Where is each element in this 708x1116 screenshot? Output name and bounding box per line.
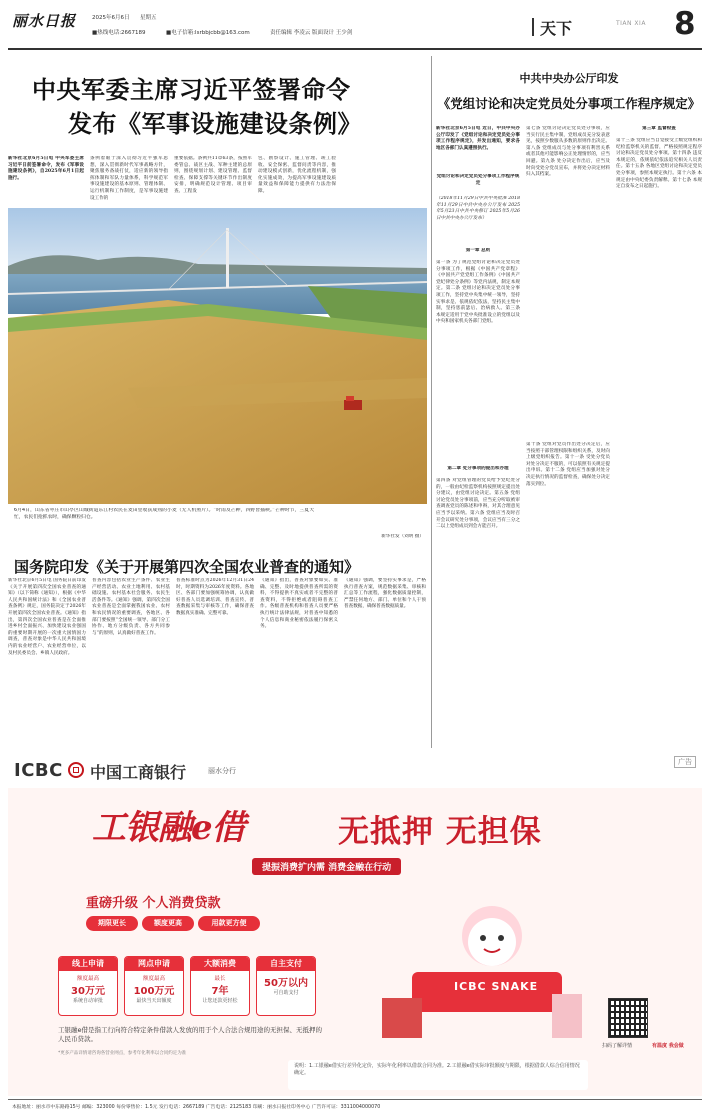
ad-feature-card: [256, 956, 316, 1016]
ad-pill: 用款更方便: [198, 916, 260, 931]
article-col1: 新华社北京6月5日电 国务院日前印发《关于开展第四次全国农业普查的通知》（以下简称《通知》），根据《中华人民共和国统计法》和《全国农业普查条例》规定，国务院决定于2026年开展第四次全国农业普查。《通知》指出，第四次全国农业普查是在全面推进乡村全面振兴、加快建设农业强国的重要时期开展的一次重大国情国力调查，普查对象是中华人民共和国境内的农业经营户、农业经营单位，以及村民委员会、乡镇人民政府。: [8, 578, 86, 656]
feature-sub: 最长: [214, 976, 226, 982]
page-number: 8: [674, 6, 696, 42]
feature-value: 100万元: [133, 986, 175, 997]
snake-label: ICBC SNAKE: [454, 980, 539, 993]
wheat-harvest-photo: [8, 208, 427, 504]
headline: 《党组讨论和决定党员处分事项工作程序规定》: [437, 96, 701, 111]
ad-feature-card: [124, 956, 184, 1016]
icbc-brand-en: ICBC: [14, 760, 63, 781]
chapter2-heading: 第二章 处分事项的提出和办理: [447, 466, 509, 471]
email: ■电子信箱:lsrbbjcbb@163.com: [166, 30, 250, 36]
masthead: [8, 6, 702, 44]
article-col3: 第七条 党组讨论决定党员处分事项，应当实行民主集中制，党组成员充分发表意见，按照少数服从多数的原则作出决定。第八条 党组成员与处分事项有利害关系或者其他可能影响公正处理情形的，应当回避。第九条 处分决定作出后，应当及时向受处分党员宣布，并将处分决定材料归入其档案。: [526, 126, 610, 178]
photo-figure: [8, 208, 427, 548]
ad-feature-row: [58, 956, 318, 1018]
feature-note: 系统自动审批: [72, 998, 103, 1004]
photo-caption: 6月4日，山东省枣庄市山亭区山城街道东江村农民在麦田里收获成熟的小麦（无人机照片）。“时雨及芒种，四野皆插秧。”芒种时节，三夏大忙，农民们抢抓农时，确保颗粒归仓。: [14, 508, 314, 520]
article-agriculture-census: [8, 552, 428, 748]
article-col4: 《通知》指出，普查对象要如实、准确、完整、及时地提供普查所需的资料，不得提供不真实或者不完整的普查资料，不得拒绝或者阻碍普查工作。各级普查机构和普查人员要严格执行统计法律法规，对普查中知悉的个人信息和商业秘密依法履行保密义务。: [260, 578, 338, 630]
ad-feature-card: [58, 956, 118, 1016]
article-col3: 普查标准时点为2026年12月31日24时，时期资料为2026年度资料。各地区、各部门要加强统筹协调，认真做好普查人员选调培训、普查宣传、普查数据采集与审核等工作，确保普查数据真实准确、完整可靠。: [176, 578, 254, 616]
footer-info: 本报地址：丽水市中东路路15号 邮编：323000 每份零售价：1.5元 发行电话：2667189 广告电话：2125183 印刷：丽水日报社印务中心 广告许可证：3311004000070: [12, 1105, 381, 1110]
article-party-discipline: [436, 56, 702, 748]
icbc-advertisement: [8, 752, 702, 1096]
doc-title: 党组讨论和决定党员处分事项工作程序规定: [436, 174, 520, 186]
feature-note: 让您还款更轻松: [202, 998, 238, 1004]
ad-slogan: 无抵押 无担保: [338, 814, 542, 850]
ad-feature-card: [190, 956, 250, 1016]
kicker: 中共中央办公厅印发: [519, 72, 619, 85]
chapter3-heading: 第三章 监督检查: [642, 126, 676, 131]
snake-mascot-illustration: [372, 902, 592, 1052]
ad-description: 工银融e借是指工行向符合特定条件借款人发放的用于个人合法合规用途的无担保、无抵押的人民币贷款。: [58, 1026, 322, 1043]
feature-note: 可自助支付: [273, 990, 299, 996]
article-military-regulation: [8, 56, 428, 204]
headline-line1: 中央军委主席习近平签署命令: [32, 75, 351, 104]
section-title: 天下: [540, 19, 573, 38]
article-col5: 第十三条 党组应当自觉接受上级党组织和纪检监察机关的监督，严格按照规定程序讨论和决定党员处分事项。第十四条 违反本规定的，依规依纪依法追究相关人员责任。第十五条 各地区党组讨论和决定党员处分事项，参照本规定执行。第十六条 本规定由中央纪委负责解释。第十七条 本规定自发布之日起施行。: [616, 138, 702, 190]
ad-heavy-title: 重磅升级 个人消费贷款: [86, 896, 221, 911]
qr-label: 扫码了解详情: [602, 1043, 633, 1049]
article-col1: 第一条 为了规范党组讨论和决定党员处分事项工作，根据《中国共产党章程》《中国共产党党组工作条例》《中国共产党纪律处分条例》等党内法规，制定本规定。第二条 党组讨论和决定党员处分事项工作，坚持党中央集中统一领导，坚持实事求是、依规依纪依法，坚持民主集中制，坚持惩前毖后、治病救人。第三条 本规定适用于党中央批准设立的党组以及中央和国家机关各部门党组。: [436, 260, 520, 325]
feature-sub: 额度最高: [76, 976, 99, 982]
article-col1: 条例着眼于深入贯彻习近平强军思想，深入贯彻新时代军事战略方针，聚焦服务备战打仗，适应新的领导指挥体制和军队力量体系，科学规范军事设施建设的基本原则、管理体制、运行机制和工作制度，是军事设施建设工作的: [90, 156, 168, 201]
ad-pill: 期限更长: [86, 916, 138, 931]
issue-weekday: 星期五: [140, 15, 157, 21]
ad-notes-box: [288, 1060, 588, 1090]
ad-product-script: 工银融e借: [92, 808, 245, 848]
ad-banner: 提振消费扩内需 消费金融在行动: [252, 858, 401, 875]
issue-date: 2025年6月6日: [92, 15, 130, 21]
ad-label: 广告: [674, 756, 696, 768]
section-pinyin: TIAN XIA: [616, 20, 646, 27]
feature-title: 自主支付: [257, 957, 315, 971]
vertical-divider: [431, 56, 432, 748]
editors: 责任编辑 李凌云 版面设计 王少剑: [270, 30, 353, 36]
feature-sub: 额度最高: [142, 976, 165, 982]
masthead-rule: [8, 48, 702, 50]
qr-code: [608, 998, 648, 1038]
article-col3: 包、勘察设计、施工管理、竣工验收、安全保密、监督问责等内容，推动建设模式创新，优化流程机制，强化实施成效，为提高军事设施建设质量效益和保障能力提供有力法治保障。: [258, 156, 336, 194]
icbc-brand-cn: 中国工商银行: [90, 763, 187, 782]
article-col5: 《通知》强调，要坚持实事求是，严格执行普查方案，规范数据采集、审核和汇总等工作流程，强化数据质量控制，严禁任何地方、部门、单位和个人干预普查数据，确保普查数据质量。: [344, 578, 426, 610]
icbc-branch: 丽水分行: [208, 767, 236, 775]
photo-credit: 新华社发（刘明 摄）: [381, 534, 424, 539]
feature-value: 7年: [211, 986, 229, 997]
feature-value: 30万元: [71, 986, 105, 997]
icbc-logo-icon: [68, 762, 84, 778]
ad-notes: 说明：1.工银融e借实行差异化定价，实际年化利率以借款合同为准。2.工银融e借实际审批额度与期限，根据借款人综合信用情况确定。: [294, 1063, 580, 1076]
article-col2: 第四条 对党组管理的党员给予党纪处分的，一般由纪检监察机构按照规定提出处分建议，由党组讨论决定。第五条 党组讨论党员处分事项前，应当充分听取被审查调查党员的陈述和申辩，对其合理意见应当予以采纳。第六条 党组应当及时召开会议研究处分事项，会议应当有三分之二以上党组成员到会方能召开。: [436, 478, 520, 530]
ad-footnote: *更多产品详情请咨询各营业网点，参考年化利率以合同约定为准: [58, 1051, 187, 1056]
article-lead: 新华社北京6月5日电 近日，中共中央办公厅印发了《党组讨论和决定党员处分事项工作程序规定》，并发出通知，要求各地区各部门认真遵照执行。: [436, 126, 520, 151]
ad-pill-row: [86, 916, 286, 932]
article-col2: 普查内容包括农业生产条件、农业生产经营活动、农业土地利用、农村基础设施、农村基本社会服务、农民生活条件等。《通知》强调，第四次全国农业普查是全面掌握我国农业、农村和农民情况的重要调查，各地区、各部门要按照“全国统一领导、部门分工协作、地方分级负责、各方共同参与”的原则，认真做好普查工作。: [92, 578, 170, 636]
hotline: ■热线电话:2667189: [92, 30, 146, 36]
feature-title: 网点申请: [125, 957, 183, 971]
feature-note: 最快当天出额度: [136, 998, 172, 1004]
feature-title: 大额消费: [191, 957, 249, 971]
footer-rule: [8, 1099, 702, 1100]
headline-line2: 发布《军事设施建设条例》: [68, 109, 362, 138]
newspaper-logo: 丽水日报: [12, 12, 77, 30]
chapter1-heading: 第一章 总则: [465, 248, 491, 253]
mascot-label: 有温度 我会做: [652, 1043, 684, 1049]
article-col4: 第十条 党组对党员作出处分决定后，应当按照干部管理权限和组织关系，及时向上级党组织报告。第十一条 受处分党员对处分决定不服的，可以依照有关规定提出申诉。第十二条 党组应当加强对处分决定执行情况的监督检查，确保处分决定落实到位。: [526, 442, 610, 487]
section-divider: [532, 18, 534, 36]
headline: 国务院印发《关于开展第四次全国农业普查的通知》: [14, 558, 360, 576]
ad-pill: 额度更高: [142, 916, 194, 931]
article-col2: 重要依据。条例共11章63条，按照军委管总、战区主战、军种主建的总原则，围绕规划计划、建设管理、监督检查、保障支撑等关键环节作出制度安排，明确规范设计管理、项目审查、工程发: [174, 156, 252, 194]
doc-note: （2018年11月29日中共中央批准 2018年11月29日中共中央办公厅发布 2025年5月23日中共中央修订 2025年5月26日中共中央办公厅发布）: [436, 196, 520, 221]
article-lead: 新华社北京6月5日电 中央军委主席习近平日前签署命令，发布《军事设施建设条例》，自2025年6月1日起施行。: [8, 156, 84, 181]
feature-title: 线上申请: [59, 957, 117, 971]
feature-value: 50万以内: [264, 978, 308, 989]
